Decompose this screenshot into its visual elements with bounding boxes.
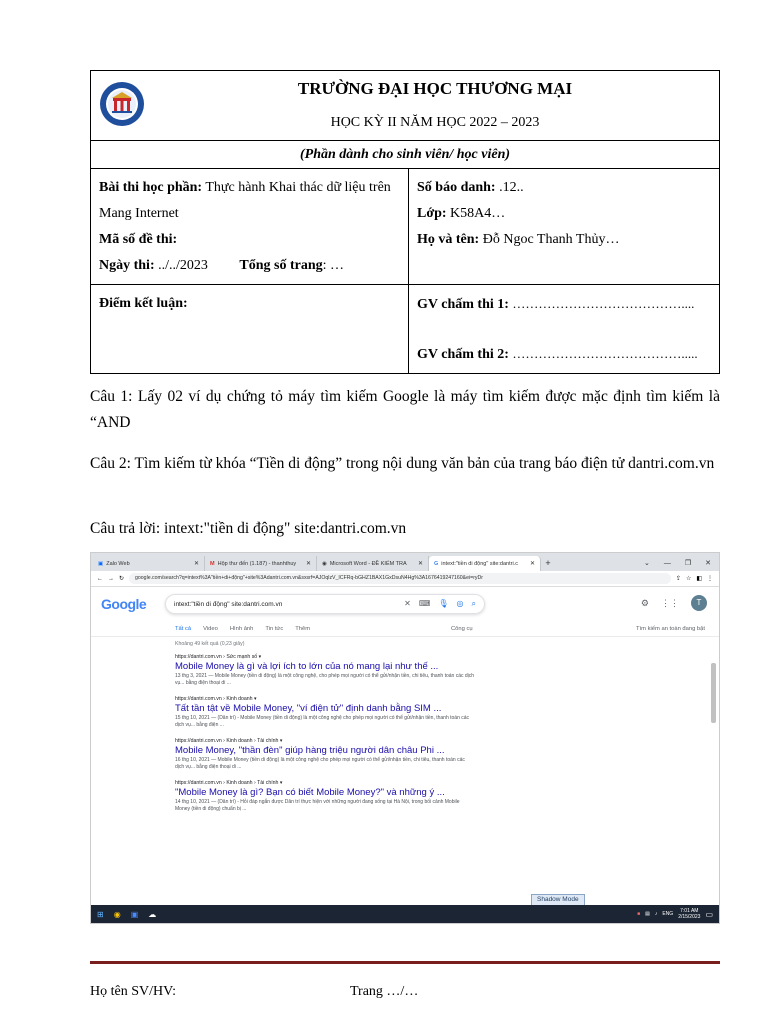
lens-icon[interactable]: ◎: [456, 599, 464, 608]
search-box[interactable]: [165, 594, 485, 614]
list-item: [175, 654, 475, 687]
system-tray: [637, 908, 713, 920]
result-url: https://dantri.com.vn › Kinh doanh › Tài chính ▾: [175, 738, 283, 744]
search-results: [91, 637, 719, 813]
notification-icon[interactable]: ▭: [705, 909, 713, 919]
restore-icon[interactable]: ❐: [684, 560, 692, 567]
filter-news[interactable]: Tin tức: [265, 625, 284, 632]
header-row-school: [91, 71, 719, 141]
keyboard-icon[interactable]: ⌨: [418, 599, 431, 608]
question-1: Câu 1: Lấy 02 ví dụ chứng tỏ máy tìm kiếm Google là máy tìm kiếm được mặc định tìm kiếm là “AND: [90, 388, 720, 431]
grade-cell: [91, 285, 409, 373]
exam-info-cell: [91, 169, 409, 284]
subject-label: Bài thi học phần:: [99, 180, 203, 195]
clear-icon[interactable]: ✕: [404, 599, 411, 608]
result-snippet: 13 thg 3, 2021 — Mobile Money (tiền di động) là một công nghệ, cho phép mọi người có thể gửi/nhận tiền, chi tiêu, thanh toán các dịch vụ... bằng điện thoại di ...: [175, 673, 475, 686]
close-icon[interactable]: ✕: [529, 561, 535, 567]
exam-date-line: [99, 253, 400, 279]
share-icon[interactable]: ⇪: [675, 576, 681, 582]
filter-more[interactable]: Thêm: [295, 625, 311, 632]
tab-label: Hộp thư đến (1.187) - thanhthuy: [217, 560, 297, 567]
new-tab-icon[interactable]: +: [545, 558, 551, 568]
list-item: [175, 738, 475, 771]
section-note: (Phần dành cho sinh viên/ học viên): [299, 146, 511, 162]
class-line: [417, 201, 711, 227]
header-row-grade: [91, 285, 719, 373]
tab-gmail[interactable]: [205, 556, 317, 571]
result-url: https://dantri.com.vn › Kinh doanh ▾: [175, 696, 257, 702]
star-icon[interactable]: ☆: [685, 576, 692, 582]
google-logo[interactable]: [101, 596, 165, 612]
window-controls: [644, 556, 719, 571]
filter-all[interactable]: Tất cả: [175, 625, 192, 632]
result-count: Khoảng 49 kết quả (0,23 giây): [175, 641, 245, 647]
close-icon[interactable]: ✕: [417, 561, 423, 567]
name-value: Đỗ Ngoc Thanh Thủy…: [482, 232, 620, 247]
gmail-icon: M: [210, 560, 215, 567]
school-name: TRƯỜNG ĐẠI HỌC THƯƠNG MẠI: [297, 79, 573, 98]
exam-date-value: ../../2023: [158, 258, 208, 273]
class-label: Lớp:: [417, 206, 447, 221]
shadow-mode-button[interactable]: Shadow Mode: [531, 894, 585, 906]
tray-app-icon[interactable]: ■: [637, 911, 641, 917]
subject-value: Thực hành Khai thác dữ liệu trên Mang Internet: [99, 180, 391, 221]
google-icon: G: [434, 560, 439, 567]
chrome-taskbar-icon[interactable]: ◉: [113, 909, 121, 919]
search-box-icons: [404, 599, 476, 609]
grader1-label: GV chấm thi 1:: [417, 297, 509, 312]
footer-page-label: Trang …/…: [350, 984, 419, 999]
close-icon[interactable]: ✕: [193, 561, 199, 567]
question-2: Câu 2: Tìm kiếm từ khóa “Tiền di động” trong nội dung văn bản của trang báo điện tử dantri.com.vn: [90, 455, 715, 472]
search-query: intext:"tiền di động" site:dantri.com.vn: [174, 600, 283, 608]
google-right-controls: [641, 595, 707, 611]
search-filters: [91, 621, 719, 637]
header-row-info: [91, 169, 719, 285]
grader1-dots: …………………………………....: [512, 296, 695, 311]
forward-icon[interactable]: →: [108, 575, 114, 582]
result-snippet: 15 thg 10, 2021 — (Dân trí) - Mobile Money (tiền di động) là một công nghệ cho phép mọi người có thể gửi/nhận tiền, thanh toán các dịch vụ... bằng điện ...: [175, 715, 470, 728]
result-url: https://dantri.com.vn › Sức mạnh số ▾: [175, 654, 262, 660]
url-input[interactable]: google.com/search?q=intext%3A"tiền+di+động"+site%3Adantri.com.vn&sxsrf=AJOqlzV_ICFRq-bGHZ1BAX1GxDsuN4Hg%3A1676419247160&ei=ryDr: [129, 573, 671, 584]
list-item: [175, 696, 475, 729]
minimize-icon[interactable]: —: [663, 560, 671, 567]
tab-label: Zalo Web: [106, 560, 130, 567]
total-pages-value: : …: [322, 258, 345, 273]
search-icon[interactable]: ⌕: [471, 599, 476, 608]
student-no-value: .12..: [499, 180, 524, 195]
safe-search-label[interactable]: Tìm kiếm an toàn đang bật: [636, 625, 705, 632]
result-title-link[interactable]: "Mobile Money là gì? Bạn có biết Mobile Money?" và những ý ...: [175, 787, 445, 798]
result-title-link[interactable]: Mobile Money, "thần đèn" giúp hàng triệu người dân châu Phi ...: [175, 745, 445, 756]
filter-video[interactable]: Video: [203, 625, 218, 632]
student-no-line: [417, 175, 711, 201]
result-snippet: 14 thg 10, 2021 — (Dân trí) - Hỏi đáp ngắn được Dân trí thực hiện với những người đang sống tại Hà Nội, trong bối cảnh Mobile Money (tiền di động) chuẩn bị ...: [175, 799, 460, 812]
subject-line: [99, 175, 400, 227]
tab-label: Microsoft Word - ĐỀ KIỂM TRA: [329, 560, 407, 567]
grader1-line: [417, 291, 694, 318]
tools-button[interactable]: Công cụ: [451, 625, 473, 632]
extensions-icon[interactable]: ◧: [696, 576, 702, 582]
menu-icon[interactable]: ⋮: [707, 576, 713, 582]
chevron-down-icon[interactable]: ⌄: [643, 560, 650, 567]
footer-name-label: Họ tên SV/HV:: [90, 984, 177, 999]
tab-label: intext:"tiền di động" site:dantri.c: [441, 560, 518, 567]
mic-icon[interactable]: 🎙: [438, 599, 449, 608]
google-header: [91, 587, 719, 621]
student-no-label: Số báo danh:: [417, 180, 496, 195]
tab-word[interactable]: [317, 556, 429, 571]
zalo-icon: ▣: [98, 560, 104, 567]
student-info-cell: [409, 169, 719, 284]
tab-google-search[interactable]: [429, 556, 541, 571]
browser-tab-bar: [91, 553, 719, 571]
search-screenshot: [90, 552, 720, 924]
total-pages-label: Tổng số trang: [239, 258, 323, 273]
close-icon[interactable]: ✕: [305, 561, 311, 567]
clock[interactable]: [678, 908, 700, 920]
result-title-link[interactable]: Tất tần tật về Mobile Money, "ví điện tử" định danh bằng SIM ...: [175, 703, 442, 714]
exam-code-label: Mã số đề thi:: [99, 232, 178, 247]
exam-date-label: Ngày thi:: [99, 258, 155, 273]
taskbar: [91, 905, 719, 923]
close-window-icon[interactable]: ✕: [705, 560, 711, 567]
clock-time: 7:01 AM: [680, 908, 699, 914]
tray-network-icon[interactable]: ▤: [645, 911, 650, 917]
settings-icon[interactable]: ⚙: [640, 597, 649, 608]
zalo-taskbar-icon[interactable]: ☁: [148, 909, 157, 919]
list-item: [175, 780, 475, 813]
class-value: K58A4…: [450, 206, 506, 221]
google-logo-text: Google: [101, 596, 147, 612]
windows-start-icon[interactable]: ⊞: [97, 909, 104, 919]
grade-label: Điểm kết luận:: [99, 296, 188, 311]
grader2-dots: ………………………………….....: [512, 346, 698, 361]
grader2-line: [417, 341, 698, 368]
word-taskbar-icon[interactable]: ▣: [130, 909, 139, 919]
result-title-link[interactable]: Mobile Money là gì và lợi ích to lớn của nó mang lại như thế ...: [175, 661, 439, 672]
result-url: https://dantri.com.vn › Kinh doanh › Tài chính ▾: [175, 780, 283, 786]
address-bar: [91, 571, 719, 587]
chrome-icon: ◉: [322, 560, 327, 567]
apps-icon[interactable]: ⋮⋮: [661, 597, 679, 608]
footer-rule: [90, 961, 720, 964]
result-snippet: 16 thg 10, 2021 — Mobile Money (tiền di động) là một công nghệ cho phép mọi người có thể gửi/nhận tiền, chi tiêu, thanh toán các dịch vụ... bằng điện thoại di ...: [175, 757, 465, 770]
header-row-note: [91, 141, 719, 169]
exam-header-table: [90, 70, 720, 374]
language-indicator[interactable]: ENG: [662, 911, 674, 917]
name-line: [417, 227, 711, 253]
reload-icon[interactable]: ↻: [119, 576, 125, 582]
grader2-label: GV chấm thi 2:: [417, 347, 509, 362]
term-label: HỌC KỲ II NĂM HỌC 2022 – 2023: [330, 115, 540, 130]
tray-volume-icon[interactable]: ♪: [654, 911, 658, 917]
back-icon[interactable]: ←: [97, 575, 103, 582]
clock-date: 2/15/2023: [678, 914, 701, 920]
name-label: Họ và tên:: [417, 232, 480, 247]
avatar[interactable]: T: [691, 595, 707, 611]
tab-zalo[interactable]: [93, 556, 205, 571]
grader-cell: [409, 285, 719, 373]
scrollbar[interactable]: [711, 663, 716, 723]
answer: Câu trả lời: intext:"tiền di động" site:dantri.com.vn: [90, 520, 407, 537]
filter-images[interactable]: Hình ảnh: [229, 625, 254, 632]
